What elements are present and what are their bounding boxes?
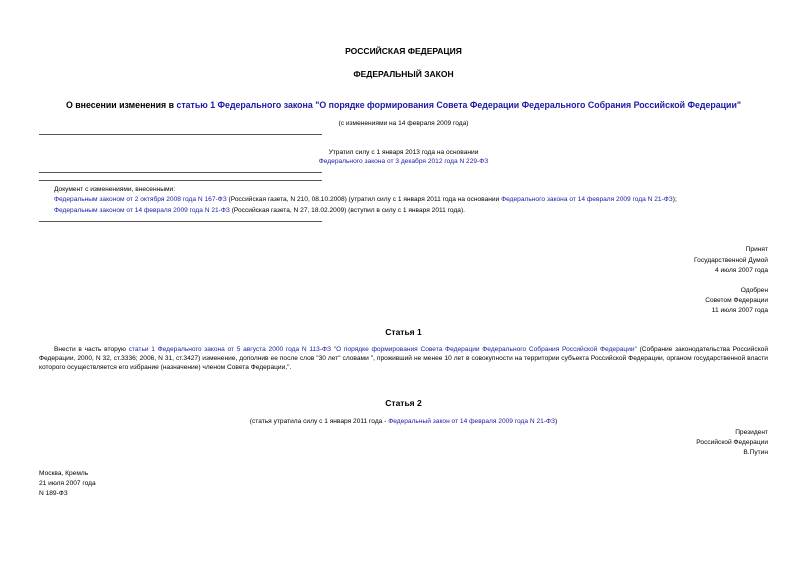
country-heading: РОССИЙСКАЯ ФЕДЕРАЦИЯ [345,46,462,56]
article-1-text: Внести в часть вторую статьи 1 Федерального закона от 5 августа 2000 года N 113-ФЗ "О порядке формирования Совета Федерации Федерального Собрания Российской Федерации" (Собрание законодательства Российской Федерации, 2000, N 32, ст.3336; 2006, N 31, ст.3427) изменение, дополнив ее после слов "30 лет" словами ", проживший не менее 10 лет в совокупности на территории субъекта Российской Федерации, органом государственной власти которого осуществляется его избрание (назначение) членом Совета Федерации,". [39,346,769,371]
divider [39,221,322,222]
article-2-link[interactable]: Федеральный закон от 14 февраля 2009 года N 21-ФЗ [388,418,556,425]
signature-title: Президент [735,429,768,436]
amendments-intro: Документ с изменениями, внесенными: [54,186,176,193]
article-2-heading: Статья 2 [385,398,422,408]
expired-link[interactable]: Федерального закона от 3 декабря 2012 года N 229-ФЗ [318,158,489,165]
amended-note: (с изменениями на 14 февраля 2009 года) [338,120,469,127]
sign-date: 21 июля 2007 года [39,480,96,487]
article-1-heading: Статья 1 [385,327,422,337]
amendment-link-2[interactable]: Федеральным законом от 14 февраля 2009 года N 21-ФЗ [54,207,230,214]
approved-date: 11 июля 2007 года [711,307,768,314]
signature-country: Российской Федерации [696,439,768,446]
divider [39,172,322,173]
adopted-line-2: Государственной Думой [694,257,768,264]
adopted-line-1: Принят [745,246,768,253]
title-link[interactable]: статью 1 Федерального закона "О порядке формирования Совета Федерации Федерального Собрания Российской Федерации" [176,100,742,110]
amendment-item-2: Федеральным законом от 14 февраля 2009 года N 21-ФЗ (Российская газета, N 27, 18.02.2009) (вступил в силу с 1 января 2011 года). [54,207,465,214]
law-number: N 189-ФЗ [39,490,68,497]
title-prefix: О внесении изменения в [65,100,177,110]
law-type-heading: ФЕДЕРАЛЬНЫЙ ЗАКОН [353,69,454,79]
amendment-link-1[interactable]: Федеральным законом от 2 октября 2008 года N 167-ФЗ [54,196,227,203]
signature-name: В.Путин [743,449,768,456]
adopted-date: 4 июля 2007 года [714,267,768,274]
place: Москва, Кремль [39,470,89,477]
divider [39,134,322,135]
amendment-item-1: Федеральным законом от 2 октября 2008 года N 167-ФЗ (Российская газета, N 210, 08.10.2008) (утратил силу с 1 января 2011 года на основании Федерального закона от 14 февраля 2009 года N 21-ФЗ); [54,196,677,203]
divider [39,180,322,181]
expired-notice: Утратил силу с 1 января 2013 года на основании [328,149,479,156]
article-2-text: (статья утратила силу с 1 января 2011 года - Федеральный закон от 14 февраля 2009 года N 21-ФЗ) [249,418,558,425]
approved-line-1: Одобрен [740,287,768,294]
approved-line-2: Советом Федерации [705,297,768,304]
amendment-link-1b[interactable]: Федерального закона от 14 февраля 2009 года N 21-ФЗ [501,196,673,203]
article-1-link[interactable]: статьи 1 Федерального закона от 5 августа 2000 года N 113-ФЗ "О порядке формирования Совета Федерации Федерального Собрания Российской Федерации" [128,346,637,353]
document-title [0,100,807,110]
